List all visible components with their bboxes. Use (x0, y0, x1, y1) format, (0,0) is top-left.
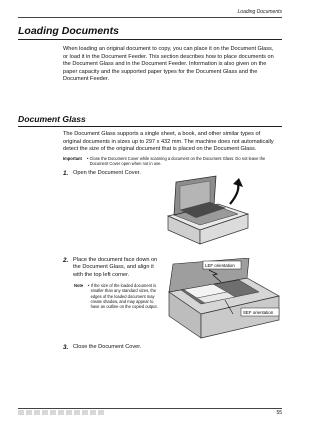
important-notice (63, 156, 281, 167)
sef-orientation-label: SEF orientation (243, 310, 274, 315)
step-text: Open the Document Cover. (73, 170, 141, 176)
section-title-rule (18, 39, 282, 40)
document-glass-paragraph: The Document Glass supports a single sheet, a book, and other similar types of original documents in sizes up to 297 x 432 mm. The machine does not automatically detect the size of the original document that is placed on the Document Glass. (63, 131, 274, 152)
footer-text-blurred (18, 410, 104, 415)
note (74, 283, 160, 309)
intro-paragraph: When loading an original document to copy, you can place it on the Document Glass, or load it in the Document Feeder. This section describes how to place documents on the Document Glass and in the Document Feeder. Information is also given on the paper capacity and the supported paper types for the Document Glass and the Document Feeder. (63, 46, 274, 82)
subsection-title: Document Glass (18, 114, 86, 124)
step-text: Close the Document Cover. (73, 344, 142, 350)
header-divider (18, 17, 282, 18)
step-3 (63, 344, 141, 351)
page-number: 55 (276, 410, 282, 416)
note-bullet: • (88, 283, 91, 288)
step-1 (63, 170, 141, 177)
important-text: Close the Document Cover while scanning a document on the Document Glass. Do not leave the Document Cover open when not in use. (89, 156, 266, 167)
step-2 (63, 257, 159, 279)
note-label: Note (74, 283, 84, 288)
important-label: Important (63, 156, 82, 161)
running-header: Loading Documents (237, 9, 282, 15)
step-number: 3. (63, 344, 69, 351)
step-number: 1. (63, 170, 69, 177)
lef-orientation-label: LEF orientation (205, 263, 235, 268)
important-bullet: • (87, 156, 90, 161)
align-document-illustration (163, 258, 283, 342)
open-document-cover-illustration (160, 174, 256, 250)
step-number: 2. (63, 257, 69, 264)
step-text: Place the document face down on the Document Glass, and align it with the top left corner. (73, 257, 158, 278)
footer-divider (18, 408, 282, 409)
section-title: Loading Documents (18, 25, 119, 37)
subsection-title-rule (18, 126, 282, 127)
note-text: If the size of the loaded document is smaller than any standard sizes, the edges of the loaded document may create shadow, and may appear to have an outline on the copied output. (90, 283, 158, 310)
